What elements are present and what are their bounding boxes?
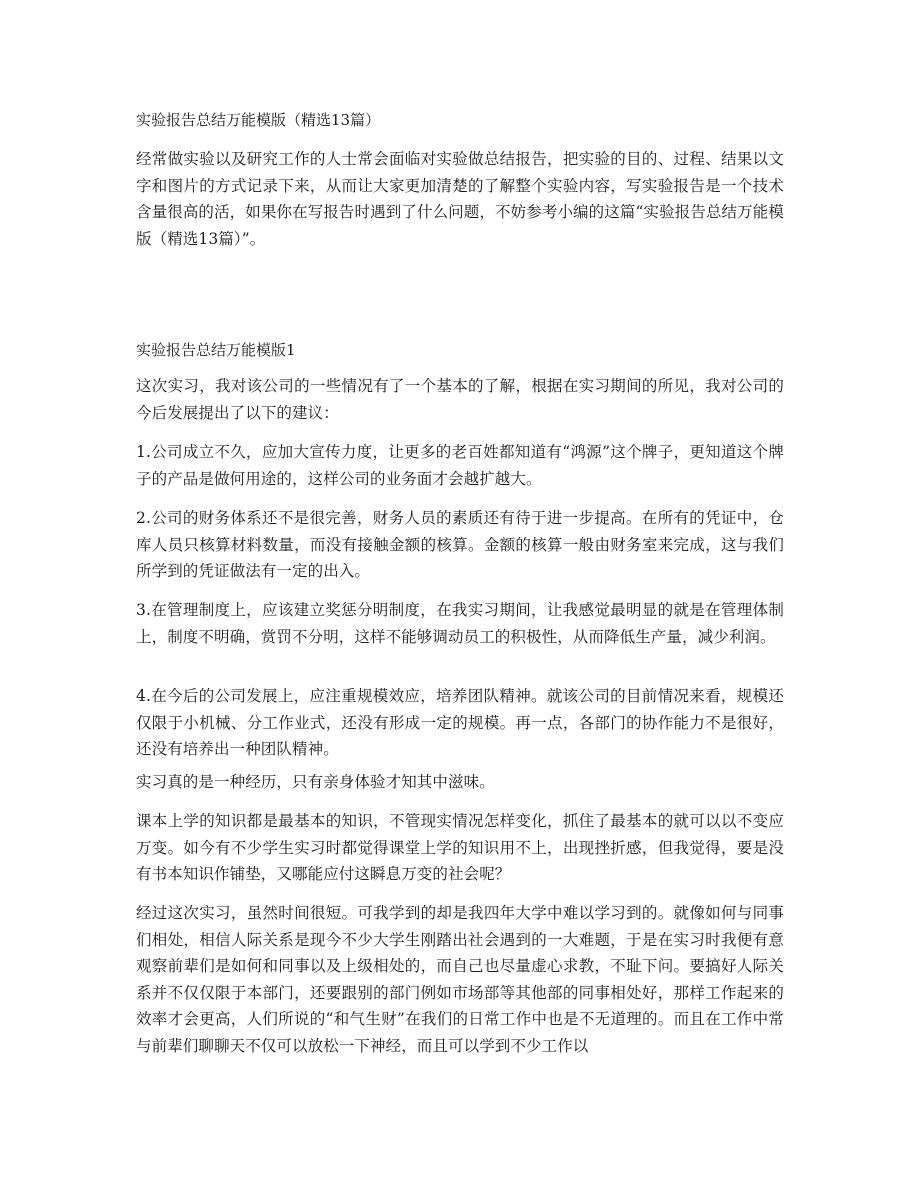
paragraph-1: 这次实习，我对该公司的一些情况有了一个基本的了解，根据在实习期间的所见，我对公司的今后发展提出了以下的建议： <box>136 377 784 422</box>
paragraph-5: 4.在今后的公司发展上，应注重规模效应，培养团队精神。就该公司的目前情况来看，规模还仅限于小机械、分工作业式，还没有形成一定的规模。再一点，各部门的协作能力不是很好，还没有培养出一种团队精神。 <box>136 687 784 758</box>
document-title: 实验报告总结万能模版（精选13篇） <box>136 111 381 129</box>
paragraph-2: 1.公司成立不久，应加大宣传力度，让更多的老百姓都知道有“鸿源”这个牌子，更知道这个牌子的产品是做何用途的，这样公司的业务面才会越扩越大。 <box>136 443 784 488</box>
paragraph-4: 3.在管理制度上，应该建立奖惩分明制度，在我实习期间，让我感觉最明显的就是在管理体制上，制度不明确，赏罚不分明，这样不能够调动员工的积极性，从而降低生产量，减少利润。 <box>136 601 784 646</box>
paragraph-3: 2.公司的财务体系还不是很完善，财务人员的素质还有待于进一步提高。在所有的凭证中，仓库人员只核算材料数量，而没有接触金额的核算。金额的核算一般由财务室来完成，这与我们所学到的凭证做法有一定的出入。 <box>136 509 784 580</box>
intro-paragraph: 经常做实验以及研究工作的人士常会面临对实验做总结报告，把实验的目的、过程、结果以文字和图片的方式记录下来，从而让大家更加清楚的了解整个实验内容，写实验报告是一个技术含量很高的活，如果你在写报告时遇到了什么问题，不妨参考小编的这篇“实验报告总结万能模版（精选13篇）”。 <box>136 150 784 248</box>
paragraph-7: 课本上学的知识都是最基本的知识，不管现实情况怎样变化，抓住了最基本的就可以以不变应万变。如今有不少学生实习时都觉得课堂上学的知识用不上，出现挫折感，但我觉得，要是没有书本知识作铺垫，又哪能应付这瞬息万变的社会呢？ <box>136 812 784 883</box>
paragraph-8: 经过这次实习，虽然时间很短。可我学到的却是我四年大学中难以学习到的。就像如何与同事们相处，相信人际关系是现今不少大学生刚踏出社会遇到的一大难题，于是在实习时我便有意观察前辈们是如何和同事以及上级相处的，而自己也尽量虚心求教，不耻下问。要搞好人际关系并不仅仅限于本部门，还要跟别的部门例如市场部等其他部的同事相处好，那样工作起来的效率才会更高，人们所说的“和气生财”在我们的日常工作中也是不无道理的。而且在工作中常与前辈们聊聊天不仅可以放松一下神经，而且可以学到不少工作以 <box>136 904 784 1055</box>
paragraph-6: 实习真的是一种经历，只有亲身体验才知其中滋味。 <box>136 773 495 791</box>
section-title: 实验报告总结万能模版1 <box>136 341 296 359</box>
